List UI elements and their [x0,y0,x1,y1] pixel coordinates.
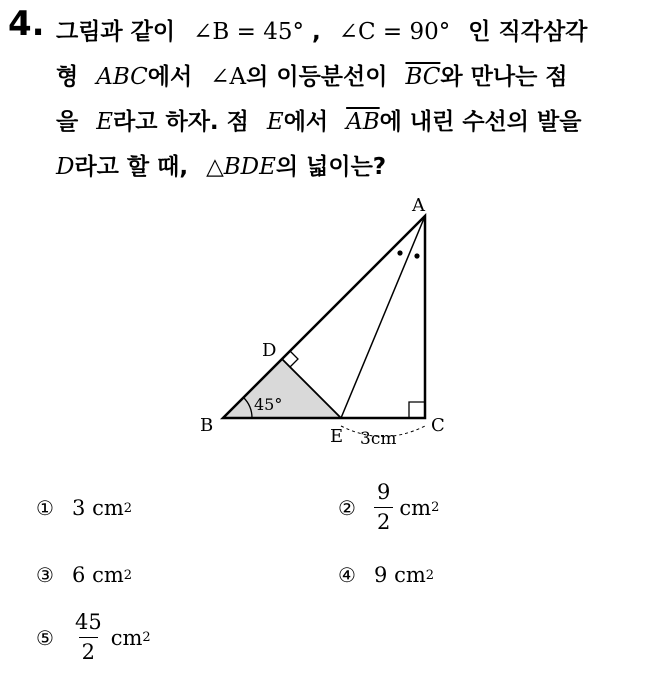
fraction-numerator: 45 [75,610,102,634]
triangle-bde: △BDE [206,154,276,180]
stem-text: 의 넓이는? [275,154,387,180]
stem-text: 의 이등분선이 [246,64,388,90]
choice-value: 6 [72,563,86,587]
choice-unit: cm [110,625,143,650]
stem-line-1 [56,10,656,55]
fraction-denominator: 2 [79,637,98,663]
angle-b-expression: ∠B = 45° [193,19,304,45]
stem-text: 에서 [147,64,193,90]
angle-label-45: 45° [254,395,283,414]
stem-text: 인 직각삼각 [468,19,588,45]
stem-line-4 [56,145,656,190]
stem-line-2 [56,55,656,100]
choice-fraction [374,482,393,533]
stem-text: 형 [56,64,79,90]
angle-c-expression: ∠C = 90° [338,19,451,45]
choice-number: ③ [36,563,54,587]
choice-exponent: 2 [123,500,133,516]
point-e: E [96,109,114,135]
choice-unit: cm [92,496,124,520]
stem-text: 라고 하자. 점 [113,109,249,135]
fraction-denominator: 2 [374,507,393,533]
fraction-numerator: 9 [377,480,391,504]
choice-value: 9 [374,563,388,587]
choice-unit: cm [399,495,432,520]
choice-number: ① [36,496,54,520]
choice-exponent: 2 [431,500,440,515]
comma: , [311,19,321,45]
choice-fraction [72,612,105,663]
triangle-abc-outline [223,216,425,418]
stem-text: 라고 할 때, [74,154,189,180]
label-c: C [431,415,445,436]
choice-4[interactable] [338,563,434,587]
segment-bc: $\overline{BC}$ [405,64,441,90]
question-stem [56,10,656,190]
bisector-mark-1 [397,250,402,255]
segment-ab: $\overline{AB}$ [346,109,380,135]
triangle-abc: ABC [96,64,148,90]
length-label-ec: 3cm [360,429,397,449]
stem-text: 을 [56,109,79,135]
choice-3[interactable] [36,563,132,587]
right-angle-mark-c [409,402,425,418]
point-d: D [56,154,75,180]
label-b: B [200,415,214,436]
choice-5[interactable] [36,612,151,663]
bisector-mark-2 [414,253,419,258]
choice-exponent: 2 [123,567,133,583]
point-e: E [266,109,284,135]
stem-text: 에서 [283,109,329,135]
choice-exponent: 2 [425,567,435,583]
stem-text: 그림과 같이 [56,19,176,45]
choice-unit: cm [394,563,426,587]
choice-2[interactable] [338,482,439,533]
angle-bisector-ae [341,216,425,418]
triangle-figure [180,185,480,455]
choice-unit: cm [92,563,124,587]
stem-text: 에 내린 수선의 발을 [379,109,582,135]
choice-1[interactable] [36,496,132,520]
right-angle-mark-d [290,351,298,367]
label-a: A [412,195,425,216]
choice-number: ⑤ [36,625,54,650]
stem-text: 와 만나는 점 [440,64,568,90]
label-d: D [262,340,277,361]
stem-line-3 [56,100,656,145]
question-number: 4. [8,4,45,44]
choice-value: 3 [72,496,86,520]
label-e: E [330,426,344,447]
choice-exponent: 2 [142,630,151,645]
angle-a: ∠A [210,64,247,90]
choice-number: ② [338,495,356,520]
choice-number: ④ [338,563,356,587]
